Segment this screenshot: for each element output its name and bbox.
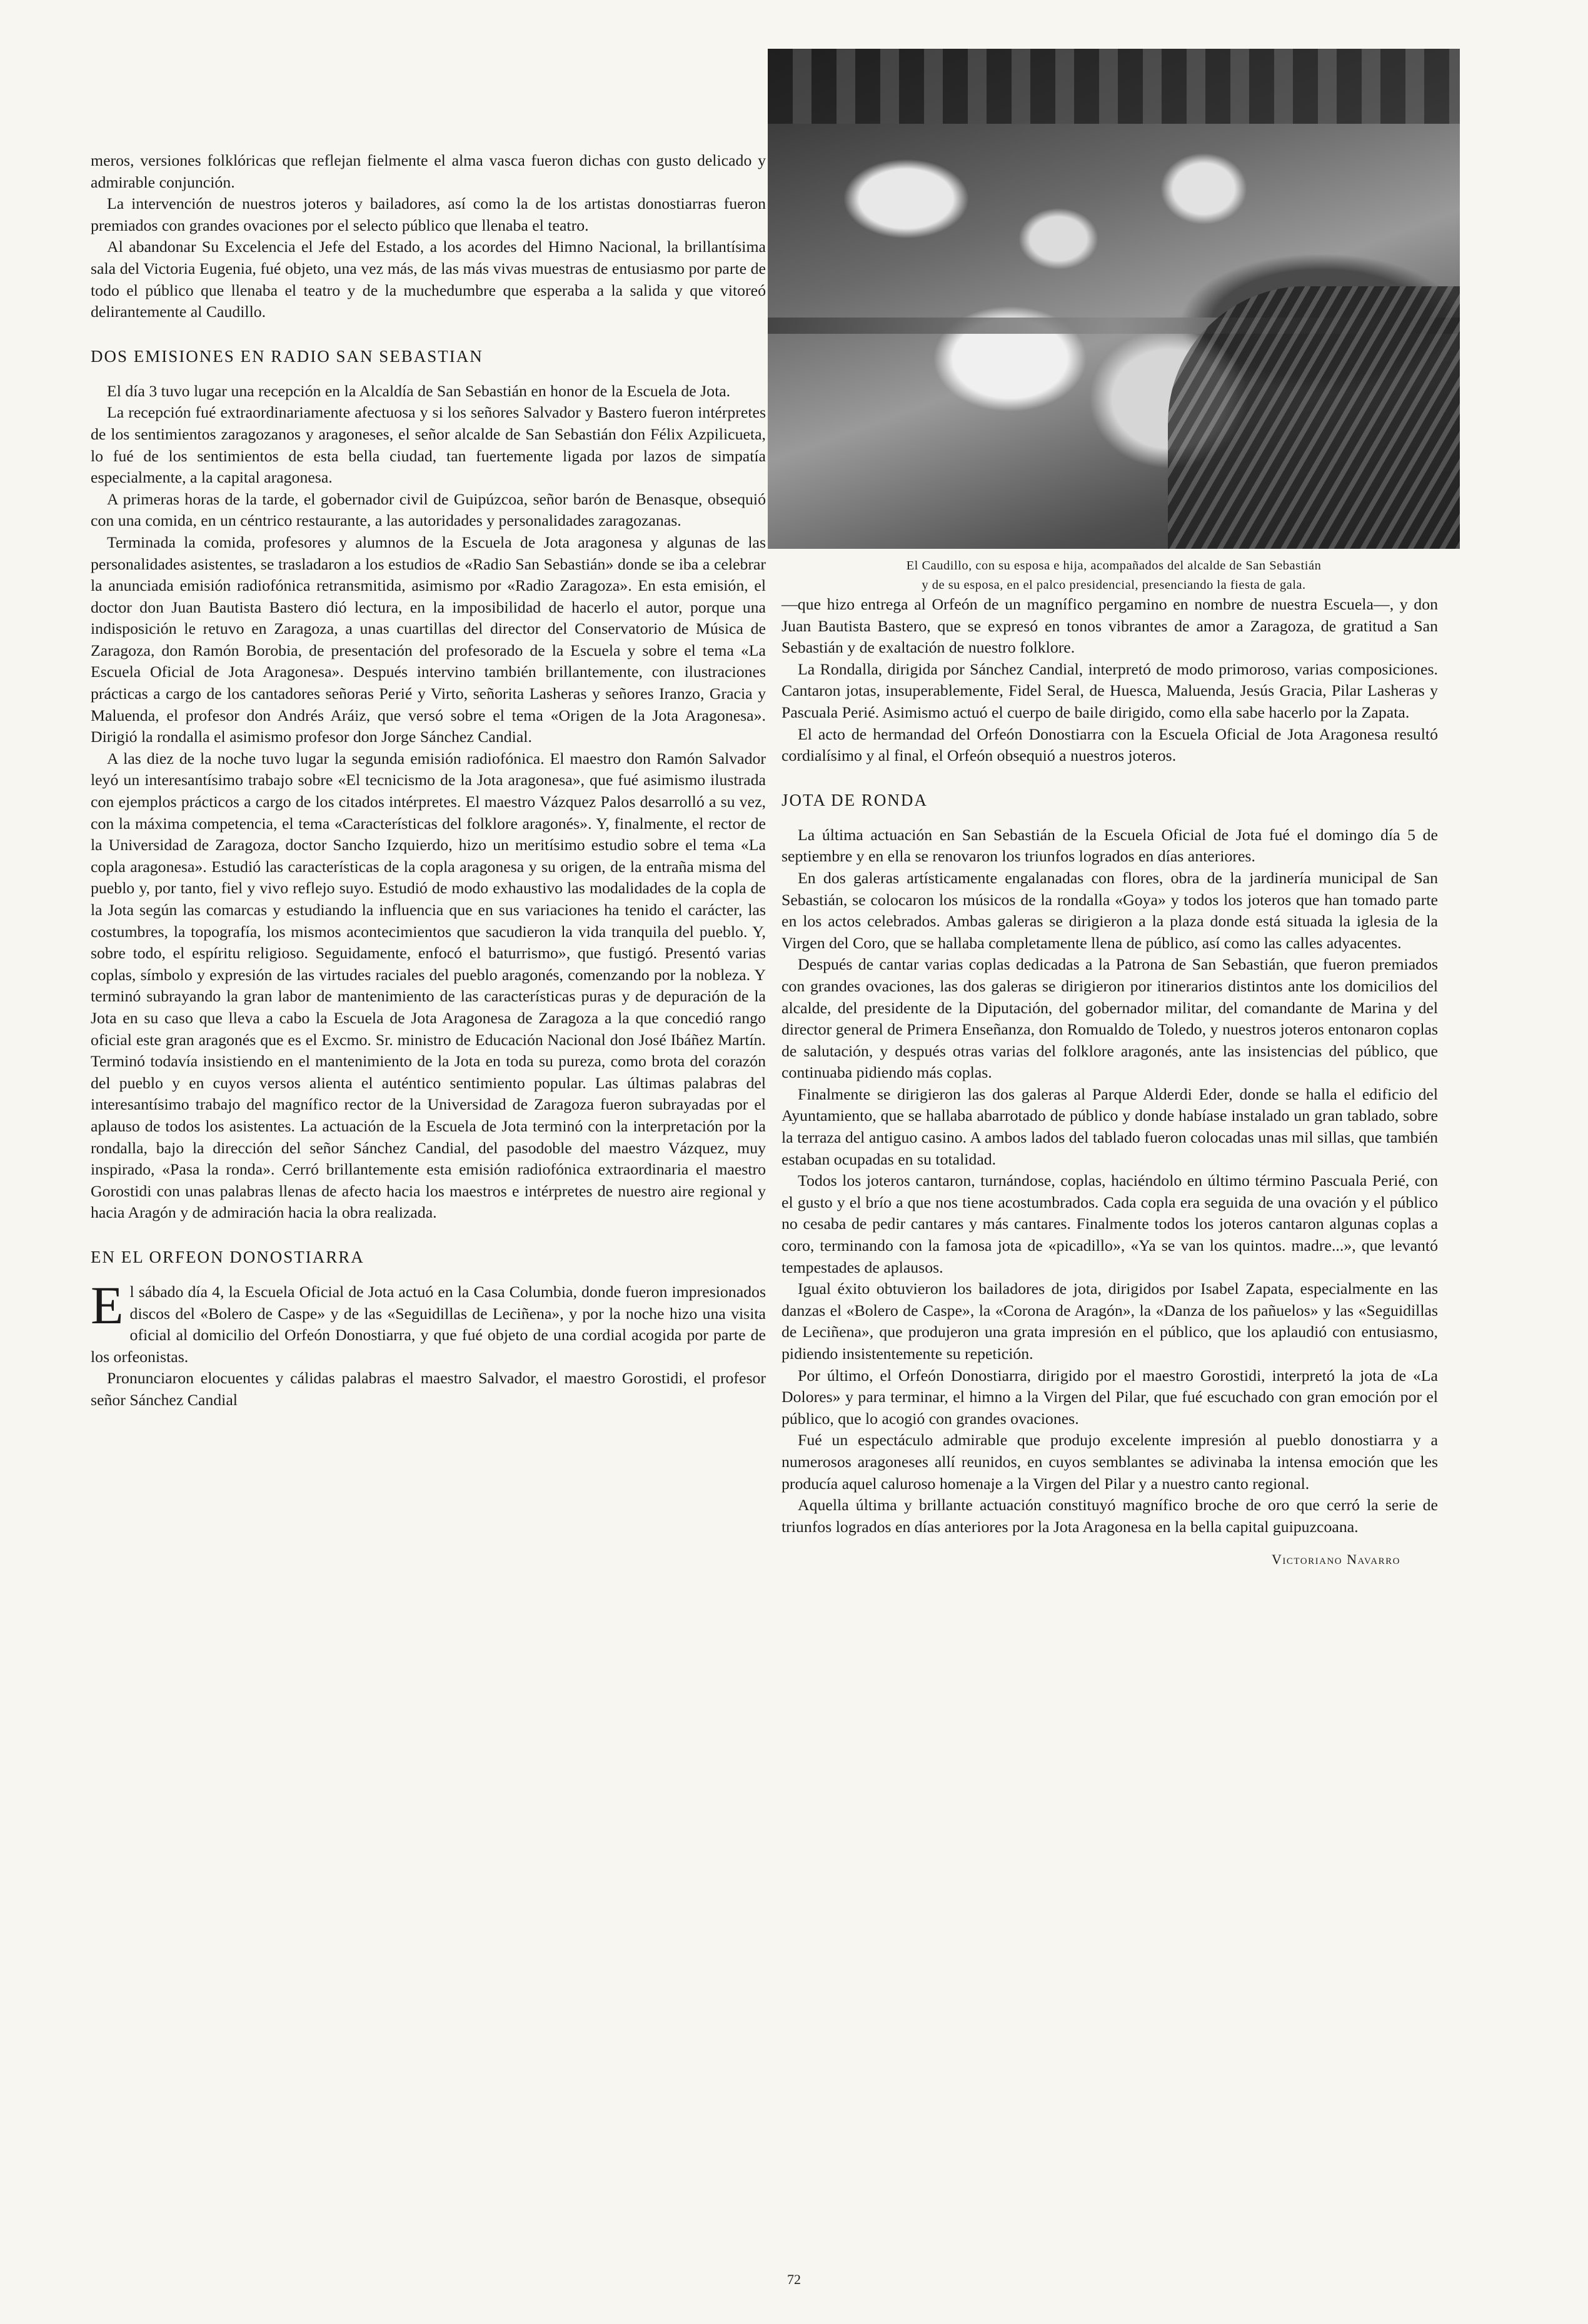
caption-line: El Caudillo, con su esposa e hija, acompañados del alcalde de San Sebastián (906, 559, 1322, 573)
paragraph-text: l sábado día 4, la Escuela Oficial de Jota actuó en la Casa Columbia, donde fueron impresionados discos del «Bolero de Caspe» y de las «Seguidillas de Leciñena», y por la noche hizo una visita oficial al domicilio del Orfeón Donostiarra, y que fué objeto de una cordial acogida por parte de los orfeonistas. (91, 1282, 766, 1366)
paragraph: La intervención de nuestros joteros y bailadores, así como la de los artistas donostiarras fueron premiados con grandes ovaciones por el selecto público que llenaba el teatro. (91, 194, 766, 234)
paragraph: A las diez de la noche tuvo lugar la segunda emisión radiofónica. El maestro don Ramón Salvador leyó un interesantísimo trabajo sobre «El tecnicismo de la Jota aragonesa», que fué asimismo ilustrada con ejemplos prácticos a cargo de los citados intérpretes. El maestro Vázquez Palos desarrolló a su vez, con la máxima competencia, el tema «Características del folklore aragonés». Y, finalmente, el rector de la Universidad de Zaragoza, doctor Sancho Izquierdo, hizo un meritísimo estudio sobre el tema «La copla aragonesa». Estudió las características de la copla aragonesa y su origen, de la entraña misma del pueblo y, por tanto, fiel y vivo reflejo suyo. Estudió de modo exhaustivo las modalidades de la copla de la Jota según las comarcas y estudiando la influencia que en sus variaciones ha tenido el carácter, las costumbres, la topografía, los mismos acontecimientos que sacudieron la vida tranquila del pueblo. Y, sobre todo, el espíritu religioso. Seguidamente, enfocó el baturrismo», que fustigó. Presentó varias coplas, símbolo y expresión de las virtudes raciales del pueblo aragonés, comenzando por la nobleza. Y terminó subrayando la gran labor de mantenimiento de las características puras y de depuración de la Jota en su caso que lleva a cabo la Escuela de Jota Aragonesa de Zaragoza a la que concedió rango oficial este gran aragonés que es el Excmo. Sr. ministro de Educación Nacional don José Ibáñez Martín. Terminó todavía insistiendo en el mantenimiento de la Jota en toda su pureza, como brota del corazón del pueblo y en cuyos versos alienta el auténtico sentimiento popular. Las últimas palabras del interesantísimo trabajo del magnífico rector de la Universidad de Zaragoza fueron subrayadas por el aplauso de todos los asistentes. La actuación de la Escuela de Jota terminó con la interpretación por la rondalla, bajo la dirección del señor Sánchez Candial, del pasodoble del maestro Vázquez, muy inspirado, «Pasa la ronda». Cerró brillantemente esta emisión radiofónica extraordinaria el maestro Gorostidi con unas palabras llenas de afecto hacia los maestros e intérpretes de nuestro aire regional y hacia Aragón y de admiración hacia la obra realizada. (91, 749, 766, 1222)
paragraph: A primeras horas de la tarde, el gobernador civil de Guipúzcoa, señor barón de Benasque, obsequió con una comida, en un céntrico restaurante, a las autoridades y personalidades zaragozanas. (91, 489, 766, 530)
photo-presidential-box (768, 49, 1460, 549)
paragraph: La Rondalla, dirigida por Sánchez Candial, interpretó de modo primoroso, varias composiciones. Cantaron jotas, insuperablemente, Fidel Seral, de Huesca, Maluenda, Jesús Gracia, Pilar Lasheras y Pascuala Perié. Asimismo actuó el cuerpo de baile dirigido, como ella sabe hacerlo por la Zapata. (781, 659, 1438, 721)
paragraph: meros, versiones folklóricas que reflejan fielmente el alma vasca fueron dichas con gusto delicado y admirable conjunción. (91, 151, 766, 191)
author-signature: Victoriano Navarro (1272, 1551, 1400, 1568)
section-heading: EN EL ORFEON DONOSTIARRA (91, 1247, 364, 1266)
paragraph: La última actuación en San Sebastián de la Escuela Oficial de Jota fué el domingo día 5 de septiembre y en ella se renovaron los triunfos logrados en días anteriores. (781, 825, 1438, 866)
paragraph: El acto de hermandad del Orfeón Donostiarra con la Escuela Oficial de Jota Aragonesa resultó cordialísimo y al final, el Orfeón obsequió a nuestros joteros. (781, 724, 1438, 765)
right-column (781, 594, 1438, 1568)
paragraph: —que hizo entrega al Orfeón de un magnífico pergamino en nombre de nuestra Escuela—, y don Juan Bautista Bastero, que se expresó en tonos vibrantes de amor a Zaragoza, de gratitud a San Sebastián y de exaltación de nuestro folklore. (781, 595, 1438, 657)
paragraph: Terminada la comida, profesores y alumnos de la Escuela de Jota aragonesa y algunas de las personalidades asistentes, se trasladaron a los estudios de «Radio San Sebastián» donde se iba a celebrar la anunciada emisión radiofónica retransmitida, asimismo por «Radio Zaragoza». En esta emisión, el doctor don Juan Bautista Bastero dió lectura, en la imposibilidad de hacerlo el autor, porque una indisposición le retuvo en Zaragoza, a unas cuartillas del director del Conservatorio de Música de Zaragoza, don Ramón Borobia, de presentación del profesorado de la Escuela y sobre el tema «La Escuela Oficial de Jota Aragonesa». Después intervino también brillantemente, con ilustraciones prácticas a cargo de los cantadores señoras Perié y Virto, señorita Lasheras y señores Iranzo, Gracia y Maluenda, el profesor don Andrés Aráiz, que versó sobre el tema «Origen de la Jota Aragonesa». Dirigió la rondalla el asimismo profesor don Jorge Sánchez Candial. (91, 533, 766, 746)
paragraph: Todos los joteros cantaron, turnándose, coplas, haciéndolo en último término Pascuala Perié, con el gusto y el brío a que nos tiene acostumbrados. Cada copla era seguida de una ovación y el público no cesaba de pedir cantares y más cantares. Finalmente todos los joteros cantaron algunas coplas a coro, terminando con la famosa jota de «picadillo», «Ya se van los quintos. madre...», que levantó tempestades de aplausos. (781, 1171, 1438, 1276)
drop-cap: E (91, 1275, 124, 1335)
photo-caption (768, 556, 1460, 595)
photo-drapery (1168, 286, 1460, 549)
paragraph: Al abandonar Su Excelencia el Jefe del Estado, a los acordes del Himno Nacional, la brillantísima sala del Victoria Eugenia, fué objeto, una vez más, de las más vivas muestras de entusiasmo por parte de todo el público que llenaba el teatro y de la muchedumbre que esperaba a la salida y que vitoreó delirantemente al Caudillo. (91, 238, 766, 321)
photo-arch-detail (768, 49, 1460, 124)
paragraph: Por último, el Orfeón Donostiarra, dirigido por el maestro Gorostidi, interpretó la jota de «La Dolores» y para terminar, el himno a la Virgen del Pilar, que fué escuchado con gran emoción por el público, que lo acogió con grandes ovaciones. (781, 1366, 1438, 1428)
caption-line: y de su esposa, en el palco presidencial, presenciando la fiesta de gala. (922, 578, 1306, 592)
paragraph: Fué un espectáculo admirable que produjo excelente impresión al pueblo donostiarra y a numerosos aragoneses allí reunidos, en cuyos semblantes se adivinaba la intensa emoción que les producía aquel caluroso homenaje a la Virgen del Pilar y a nuestro canto regional. (781, 1431, 1438, 1493)
paragraph: Pronunciaron elocuentes y cálidas palabras el maestro Salvador, el maestro Gorostidi, el profesor señor Sánchez Candial (91, 1369, 766, 1409)
paragraph: Igual éxito obtuvieron los bailadores de jota, dirigidos por Isabel Zapata, especialmente en las danzas el «Bolero de Caspe», la «Corona de Aragón», la «Danza de los pañuelos» y las «Seguidillas de Leciñena», que produjeron una grata impresión en el público, que los aplaudió con entusiasmo, pidiendo insistentemente su repetición. (781, 1280, 1438, 1363)
paragraph-with-dropcap (91, 1275, 766, 1368)
paragraph: Finalmente se dirigieron las dos galeras al Parque Alderdi Eder, donde se halla el edificio del Ayuntamiento, que se hallaba abarrotado de público y donde habíase instalado un gran tablado, sobre la terraza del antiguo casino. A ambos lados del tablado fueron colocadas unas mil sillas, que también estaban ocupadas en su totalidad. (781, 1084, 1438, 1168)
paragraph: El día 3 tuvo lugar una recepción en la Alcaldía de San Sebastián en honor de la Escuela de Jota. (107, 381, 731, 400)
paragraph: Después de cantar varias coplas dedicadas a la Patrona de San Sebastián, que fueron premiados con grandes ovaciones, las dos galeras se dirigieron por itinerarios distintos ante los domicilios del alcalde, del presidente de la Diputación, del gobernador militar, del comandante de Marina y del director general de Primera Enseñanza, don Romualdo de Toledo, y nuestros joteros entonaron coplas de salutación, y después otras varias del folklore aragonés, ante las insistencias del público, que continuaba pidiendo más coplas. (781, 955, 1438, 1082)
section-heading: JOTA DE RONDA (781, 790, 928, 809)
section-heading: DOS EMISIONES EN RADIO SAN SEBASTIAN (91, 346, 483, 366)
paragraph: La recepción fué extraordinariamente afectuosa y si los señores Salvador y Bastero fueron intérpretes de los sentimientos zaragozanos y aragoneses, el señor alcalde de San Sebastián don Félix Azpilicueta, lo fué de los sentimientos de esta bella ciudad, tan fuertemente ligada por lazos de simpatía especialmente, a la capital aragonesa. (91, 403, 766, 487)
paragraph: En dos galeras artísticamente engalanadas con flores, obra de la jardinería municipal de San Sebastián, se colocaron los músicos de la rondalla «Goya» y todos los joteros que han tomado parte en los actos celebrados. Ambas galeras se dirigieron a la plaza donde está situada la iglesia de la Virgen del Coro, que se hallaba completamente llena de público, así como las calles adyacentes. (781, 868, 1438, 952)
page-number: 72 (787, 2271, 801, 2287)
paragraph: Aquella última y brillante actuación constituyó magnífico broche de oro que cerró la serie de triunfos logrados en días anteriores por la Jota Aragonesa en la bella capital guipuzcoana. (781, 1496, 1438, 1536)
left-column (91, 150, 766, 1411)
